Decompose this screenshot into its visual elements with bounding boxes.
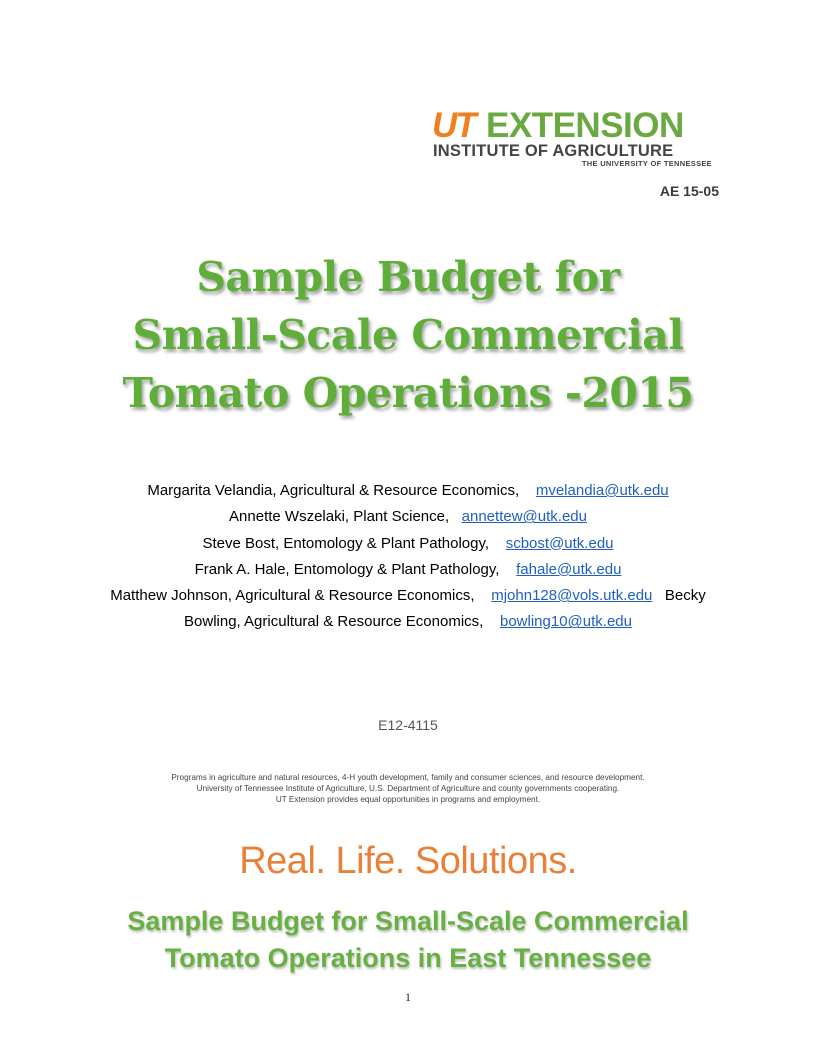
document-title xyxy=(0,248,816,422)
author-line xyxy=(0,504,816,530)
author-email-link[interactable]: mjohn128@vols.utk.edu xyxy=(491,587,653,605)
logo-institute: INSTITUTE OF AGRICULTURE xyxy=(433,142,674,160)
ut-extension-logo xyxy=(432,108,716,166)
author-line xyxy=(0,609,816,635)
tagline: Real. Life. Solutions. xyxy=(239,840,577,882)
extension-disclaimer xyxy=(0,772,816,805)
subtitle-line-1: Sample Budget for Small-Scale Commercial xyxy=(127,906,689,936)
disclaimer-line-3: UT Extension provides equal opportunities in programs and employment. xyxy=(275,795,541,804)
subtitle-line-2: Tomato Operations in East Tennessee xyxy=(164,943,652,973)
logo-name: EXTENSION xyxy=(486,106,684,145)
author-line xyxy=(0,531,816,557)
title-line-3: Tomato Operations -2015 xyxy=(122,369,694,417)
author-text: Frank A. Hale, Entomology & Plant Pathology, xyxy=(194,560,500,578)
author-text: Margarita Velandia, Agricultural & Resource Economics, xyxy=(147,482,520,499)
author-text: Matthew Johnson, Agricultural & Resource Economics, xyxy=(110,587,475,605)
document-code: AE 15-05 xyxy=(659,183,719,199)
page-number: 1 xyxy=(405,990,411,1004)
author-trailing-text: Becky xyxy=(664,587,706,605)
author-email-link[interactable]: bowling10@utk.edu xyxy=(499,613,632,631)
author-email-link[interactable]: scbost@utk.edu xyxy=(505,534,614,552)
author-text: Bowling, Agricultural & Resource Economics, xyxy=(184,613,484,631)
disclaimer-line-1: Programs in agriculture and natural resources, 4-H youth development, family and consumer sciences, and resource development. xyxy=(171,773,645,782)
author-email-link[interactable]: fahale@utk.edu xyxy=(516,560,622,578)
author-list xyxy=(0,478,816,636)
author-text: Steve Bost, Entomology & Plant Pathology, xyxy=(202,534,490,552)
logo-university: THE UNIVERSITY OF TENNESSEE xyxy=(581,159,712,168)
author-line xyxy=(0,583,816,609)
logo-mark: UT xyxy=(432,106,475,145)
document-subtitle xyxy=(0,903,816,977)
disclaimer-line-2: University of Tennessee Institute of Agriculture, U.S. Department of Agriculture and county governments cooperating. xyxy=(196,784,620,793)
publication-number: E12-4115 xyxy=(378,717,438,733)
title-line-1: Sample Budget for xyxy=(196,253,620,301)
author-email-link[interactable]: mvelandia@utk.edu xyxy=(535,482,669,499)
author-text: Annette Wszelaki, Plant Science, xyxy=(229,508,450,526)
title-line-2: Small-Scale Commercial xyxy=(132,311,684,359)
author-line xyxy=(0,557,816,583)
author-email-link[interactable]: annettew@utk.edu xyxy=(461,508,587,526)
author-line xyxy=(0,478,816,504)
